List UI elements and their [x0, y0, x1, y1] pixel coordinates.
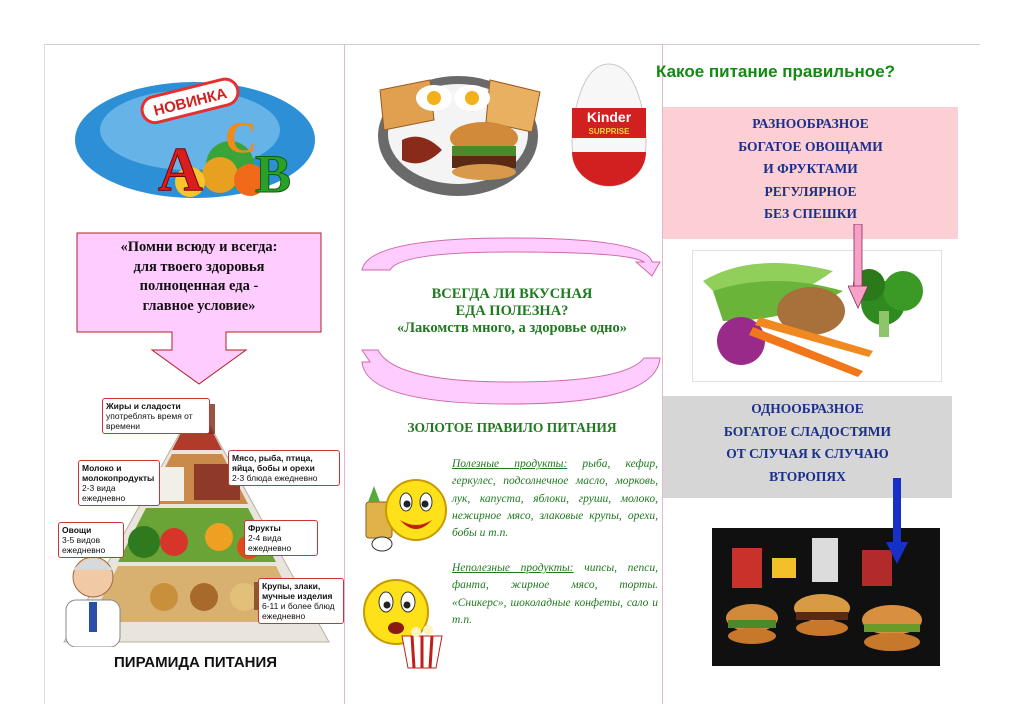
golden-rule-heading: ЗОЛОТОЕ ПРАВИЛО ПИТАНИЯ — [407, 420, 617, 435]
badge-text: НОВИНКА — [151, 85, 229, 120]
bad-line: ВТОРОПЯХ — [769, 468, 846, 484]
group-desc: 3-5 видов ежедневно — [62, 535, 106, 555]
group-name: Молоко и молокопродукты — [82, 463, 155, 483]
section-heading: Какое питание правильное? — [656, 62, 896, 81]
group-name: Фрукты — [248, 523, 281, 533]
good-line: БОГАТОЕ ОВОЩАМИ — [738, 138, 883, 154]
question-block — [364, 286, 660, 337]
group-name: Овощи — [62, 525, 92, 535]
quote-callout — [76, 232, 322, 387]
good-line: РЕГУЛЯРНОЕ — [764, 183, 857, 199]
good-diet-box — [663, 107, 958, 239]
quote-text — [84, 238, 314, 316]
health-quote: «Лакомств много, а здоровье одно» — [396, 320, 628, 336]
bad-diet-box — [663, 396, 952, 498]
useful-list: рыба, кефир, геркулес, подсолнечное масло, морковь, лук, капуста, яблоки, груши, молоко, нежирное мясо, злаковые крупы, орехи, бобы и т.п. — [452, 458, 658, 540]
column-divider-1 — [344, 44, 345, 704]
useful-label: Полезные продукты: — [452, 458, 568, 470]
good-line: БЕЗ СПЕШКИ — [764, 206, 857, 221]
group-desc: употреблять время от времени — [106, 411, 193, 431]
pyramid-label-vegetables — [58, 522, 124, 558]
useful-products-text — [452, 456, 658, 542]
food-pyramid — [54, 392, 340, 682]
unhealthy-products-text — [452, 560, 658, 629]
pyramid-title: ПИРАМИДА ПИТАНИЯ — [114, 654, 278, 671]
sad-smiley-icon — [356, 572, 452, 670]
group-desc: 2-3 блюда ежедневно — [232, 473, 318, 483]
top-divider — [44, 44, 980, 45]
useless-list: чипсы, пепси, фанта, жирное мясо, торты. «Сникерс», шоколадные конфеты, сало и т.п. — [452, 562, 658, 626]
good-line: И ФРУКТАМИ — [763, 161, 858, 176]
kinder-egg-image — [568, 60, 650, 190]
group-name: Крупы, злаки, мучные изделия — [262, 581, 333, 601]
group-desc: 2-4 вида ежедневно — [248, 533, 292, 553]
group-name: Мясо, рыба, птица, яйца, бобы и орехи — [232, 453, 315, 473]
pyramid-label-fruits — [244, 520, 318, 556]
pink-down-arrow-icon — [848, 224, 868, 310]
pyramid-label-grains — [258, 578, 344, 624]
letter-a: А — [158, 136, 203, 204]
pyramid-label-fats — [102, 398, 210, 434]
vegetables-image — [692, 250, 942, 382]
quote-line: «Помни всюду и всегда: — [120, 239, 278, 255]
letter-b: В — [255, 144, 292, 204]
letter-c: С — [225, 113, 257, 162]
group-desc: 6-11 и более блюд ежедневно — [262, 601, 335, 621]
good-line: РАЗНООБРАЗНОЕ — [752, 116, 869, 131]
blue-down-arrow-icon — [886, 478, 908, 566]
bad-line: ОДНООБРАЗНОЕ — [751, 401, 864, 416]
pyramid-label-meat — [228, 450, 340, 486]
abc-logo — [70, 70, 330, 210]
happy-smiley-icon — [360, 462, 450, 558]
kinder-brand: Kinder — [586, 109, 632, 125]
question-line: ЕДА ПОЛЕЗНА? — [455, 303, 569, 319]
kinder-sub: SURPRISE — [588, 127, 630, 136]
pyramid-label-dairy — [78, 460, 160, 506]
useless-label: Неполезные продукты: — [452, 562, 574, 574]
group-name: Жиры и сладости — [106, 401, 181, 411]
quote-line: главное условие» — [142, 297, 256, 314]
bad-line: БОГАТОЕ СЛАДОСТЯМИ — [723, 423, 892, 439]
question-line: ВСЕГДА ЛИ ВКУСНАЯ — [431, 286, 593, 302]
group-desc: 2-3 вида ежедневно — [82, 483, 126, 503]
bad-line: ОТ СЛУЧАЯ К СЛУЧАЮ — [726, 446, 889, 461]
left-border — [44, 44, 45, 704]
quote-line: полноценная еда - — [139, 278, 259, 294]
breakfast-plate-image — [372, 60, 544, 202]
quote-line: для твоего здоровья — [133, 258, 265, 275]
